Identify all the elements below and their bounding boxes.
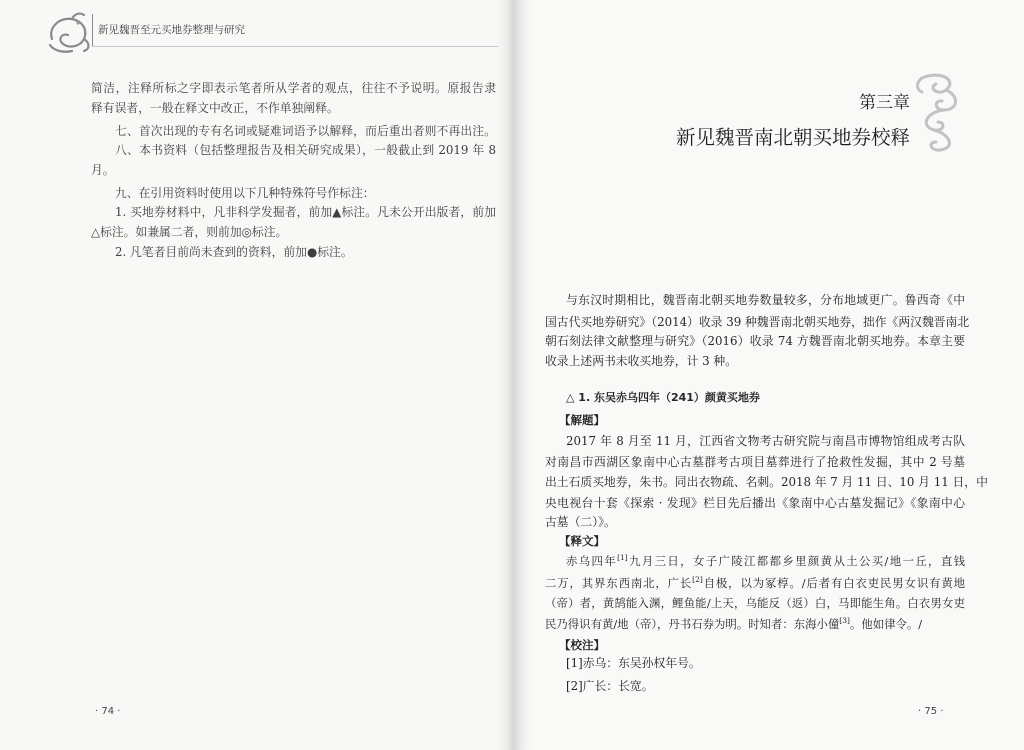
shiwen-text: 九月三日，女子广陵江都都乡里颜黄从土公买/地一丘，直钱 xyxy=(627,554,965,568)
left-text-line: △标注。如兼属二者，则前加◎标注。 xyxy=(91,225,288,239)
section-heading-shiwen: 【释文】 xyxy=(559,534,605,548)
footnote-ref: [3] xyxy=(839,616,850,625)
footnote-ref: [1] xyxy=(617,553,628,562)
shiwen-text: 民乃得识有黄/地（帝），丹书石券为明。时知者：东海小僮 xyxy=(545,617,840,631)
shiwen-text-line xyxy=(545,575,965,591)
book-gutter-shadow xyxy=(496,0,532,750)
intro-text-line: 朝石刻法律文献整理与研究》（2016）收录 74 方魏晋南北朝买地券。本章主要 xyxy=(545,334,965,348)
page-number: · 74 · xyxy=(95,706,121,717)
running-header-title: 新见魏晋至元买地券整理与研究 xyxy=(98,24,245,36)
shiwen-text-line xyxy=(566,553,965,569)
jieti-text-line: 古墓（二）》。 xyxy=(545,515,616,529)
section-heading-jieti: 【解题】 xyxy=(559,413,605,427)
entry-title: △ 1. 东吴赤乌四年（241）颜黄买地券 xyxy=(566,391,760,404)
jieti-text-line: 2017 年 8 月至 11 月，江西省文物考古研究院与南昌市博物馆组成考古队 xyxy=(566,434,965,448)
intro-text-line: 国古代买地券研究》（2014）收录 39 种魏晋南北朝买地券，拙作《两汉魏晋南北 xyxy=(545,315,970,329)
intro-text-line: 与东汉时期相比，魏晋南北朝买地券数量较多，分布地域更广。鲁西奇《中 xyxy=(566,293,965,307)
shiwen-text: （帝）者，黄鹄能入渊，鲤鱼能/上天，乌能反（返）白，马即能生角。白衣男女吏 xyxy=(545,596,965,610)
cloud-ornament-icon xyxy=(910,70,964,154)
jieti-text-line: 出土石质买地券，朱书。同出衣物疏、名刺。2018 年 7 月 11 日、10 月 11 日，中 xyxy=(545,475,988,489)
page-number: · 75 · xyxy=(918,706,944,717)
note-line: [1]赤乌：东吴孙权年号。 xyxy=(566,656,701,670)
shiwen-text: 。他如律令。/ xyxy=(849,617,923,631)
left-text-line: 简洁，注释所标之字即表示笔者所从学者的观点，往往不予说明。原报告隶 xyxy=(91,81,496,95)
left-text-line: 九、在引用资料时使用以下几种特殊符号作标注： xyxy=(115,186,375,200)
chapter-label: 第三章 xyxy=(859,93,910,113)
chapter-title: 新见魏晋南北朝买地券校释 xyxy=(676,126,911,149)
shiwen-text: 二万，其界东西南北，广长 xyxy=(545,576,693,590)
shiwen-text-line xyxy=(545,595,965,611)
shiwen-text: 赤乌四年 xyxy=(566,554,618,568)
left-text-line: 八、本书资料（包括整理报告及相关研究成果），一般截止到 2019 年 8 xyxy=(115,143,496,157)
jieti-text-line: 对南昌市西湖区象南中心古墓群考古项目墓葬进行了抢救性发掘，其中 2 号墓 xyxy=(545,455,965,469)
section-heading-jiaozhu: 【校注】 xyxy=(559,638,605,652)
left-text-line: 释有误者，一般在释文中改正，不作单独阐释。 xyxy=(91,101,339,115)
jieti-text-line: 央电视台十套《探索 · 发现》栏目先后播出《象南中心古墓发掘记》《象南中心 xyxy=(545,496,965,510)
shiwen-text-line xyxy=(545,616,922,632)
intro-text-line: 收录上述两书未收买地券，计 3 种。 xyxy=(545,354,737,368)
left-text-line: 2. 凡笔者目前尚未查到的资料，前加●标注。 xyxy=(115,245,353,259)
footnote-ref: [2] xyxy=(692,575,703,584)
left-text-line: 七、首次出现的专有名词或疑难词语予以解释，而后重出者则不再出注。 xyxy=(115,124,496,138)
note-line: [2]广长：长宽。 xyxy=(566,679,654,693)
left-text-line: 1. 买地券材料中，凡非科学发掘者，前加▲标注。凡未公开出版者，前加 xyxy=(115,205,496,219)
left-text-line: 月。 xyxy=(91,163,115,177)
shiwen-text: 自极，以为冢椁。/后者有白衣吏民男女识有黄地 xyxy=(702,576,965,590)
